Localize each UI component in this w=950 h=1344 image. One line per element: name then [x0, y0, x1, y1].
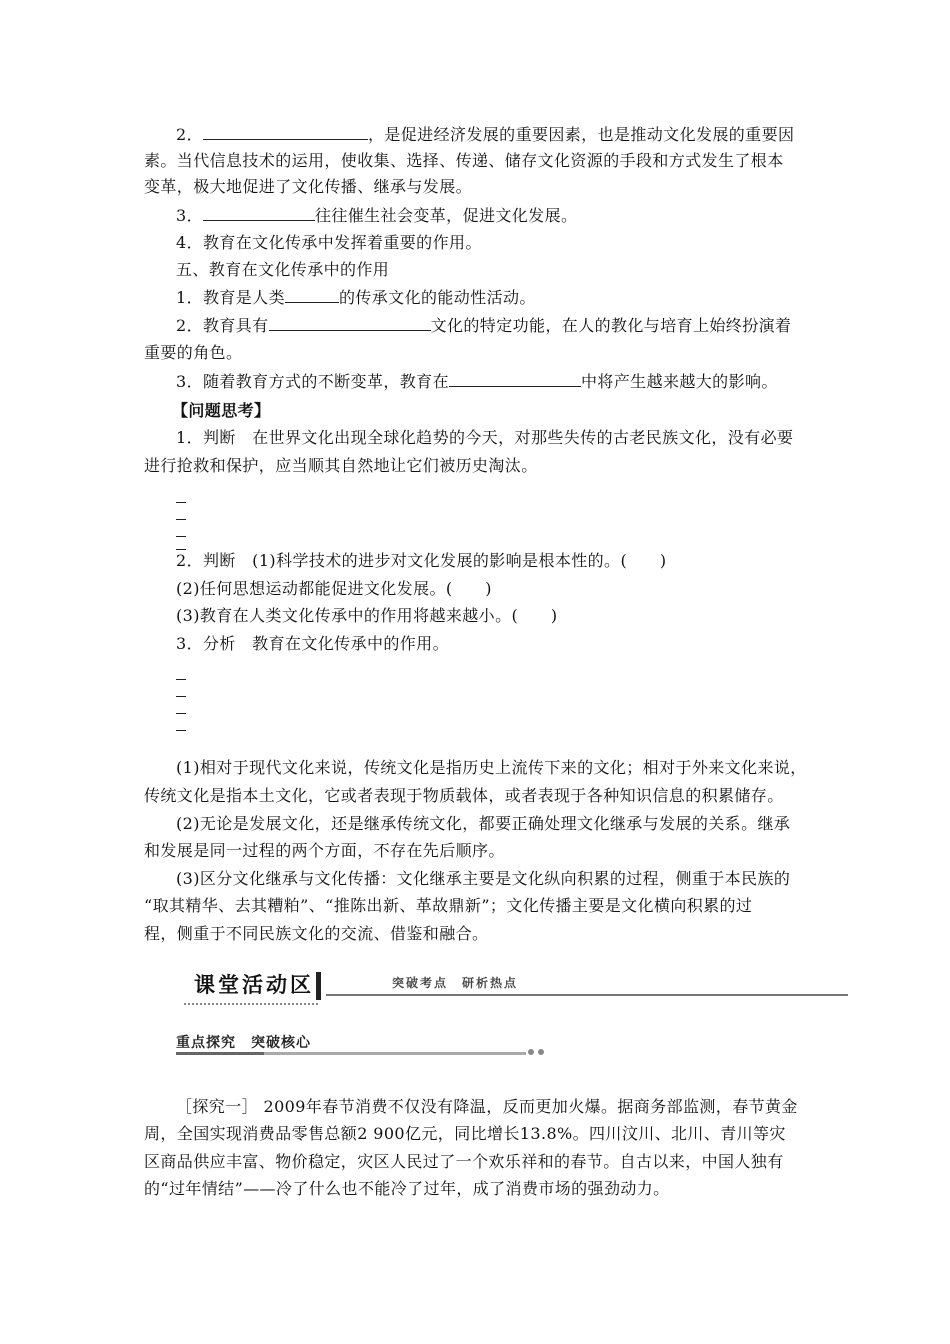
banner-divider [316, 972, 321, 1000]
note-3-line1: (3)区分文化继承与文化传播：文化继承主要是文化纵向积累的过程，侧重于本民族的 [176, 869, 791, 888]
answer-line[interactable] [176, 519, 186, 520]
note-3-line3: 程，侧重于不同民族文化的交流、借鉴和融合。 [144, 924, 489, 943]
note-2-line2: 和发展是同一过程的两个方面，不存在先后顺序。 [144, 841, 505, 860]
section-banner [176, 970, 848, 1010]
question-2-line2: (2)任何思想运动都能促进文化发展。( ) [176, 579, 492, 598]
item-4-3 [176, 205, 816, 227]
sub-banner-rule-accent [176, 1052, 264, 1055]
banner-rule [326, 994, 848, 996]
fill-blank[interactable] [285, 287, 339, 303]
item-text: 的传承文化的能动性活动。 [338, 288, 536, 307]
item-text: 文化的特定功能，在人的教化与培育上始终扮演着 [430, 316, 792, 335]
section-five-heading: 五、教育在文化传承中的作用 [176, 260, 390, 279]
item-text: 2．教育具有 [176, 316, 269, 335]
item-text: 3．随着教育方式的不断变革，教育在 [176, 372, 449, 391]
inquiry-line2: 周，全国实现消费品零售总额2 900亿元，同比增长13.8%。四川汶川、北川、青川等灾 [144, 1124, 786, 1143]
fill-blank[interactable] [269, 315, 431, 331]
note-1-line1: (1)相对于现代文化来说，传统文化是指历史上流传下来的文化；相对于外来文化来说， [176, 758, 807, 777]
item-4-4: 4．教育在文化传承中发挥着重要的作用。 [176, 233, 482, 252]
question-2-line3: (3)教育在人类文化传承中的作用将越来越小。( ) [176, 606, 558, 625]
dot-icon [538, 1049, 544, 1055]
item-number: 2． [176, 125, 203, 144]
fill-blank[interactable] [203, 124, 368, 140]
item-5-1 [176, 287, 816, 309]
item-4-2-line1 [176, 124, 816, 146]
sub-banner [176, 1032, 576, 1062]
answer-line[interactable] [176, 713, 186, 714]
answer-line[interactable] [176, 696, 186, 697]
inquiry-line3: 区商品供应丰富、物价稳定，灾区人民过了一个欢乐祥和的春节。自古以来，中国人独有 [144, 1152, 784, 1171]
item-5-3 [176, 371, 816, 393]
answer-line[interactable] [176, 502, 186, 503]
item-4-2-line2: 素。当代信息技术的运用，使收集、选择、传递、储存文化资源的手段和方式发生了根本 [144, 151, 784, 170]
note-2-line1: (2)无论是发展文化，还是继承传统文化，都要正确处理文化继承与发展的关系。继承 [176, 814, 791, 833]
item-text: 往往催生社会变革，促进文化发展。 [314, 206, 578, 225]
note-3-line2: “取其精华、去其糟粕”、“推陈出新、革故鼎新”；文化传播主要是文化横向积累的过 [144, 896, 753, 915]
banner-subtitle: 突破考点 研析热点 [392, 976, 519, 990]
question-1-line1: 1．判断 在世界文化出现全球化趋势的今天，对那些失传的古老民族文化，没有必要 [176, 428, 794, 447]
question-2-line1: 2．判断 (1)科学技术的进步对文化发展的影响是根本性的。( ) [176, 551, 667, 570]
fill-blank[interactable] [203, 205, 315, 221]
item-text: ，是促进经济发展的重要因素，也是推动文化发展的重要因 [367, 125, 795, 144]
questions-heading: 【问题思考】 [172, 401, 271, 420]
item-number: 3． [176, 206, 203, 225]
answer-line[interactable] [176, 679, 186, 680]
inquiry-line4: 的“过年情结”——冷了什么也不能冷了过年，成了消费市场的强劲动力。 [144, 1179, 670, 1198]
sub-banner-title: 重点探究 突破核心 [176, 1035, 311, 1051]
item-4-2-line3: 变革，极大地促进了文化传播、继承与发展。 [144, 177, 473, 196]
item-text: 1．教育是人类 [176, 288, 285, 307]
item-5-2-line1 [176, 315, 816, 337]
question-1-line2: 进行抢救和保护，应当顺其自然地让它们被历史淘汰。 [144, 456, 538, 475]
banner-dotted-rule [184, 1003, 318, 1005]
note-1-line2: 传统文化是指本土文化，它或者表现于物质载体，或者表现于各种知识信息的积累储存。 [144, 786, 784, 805]
answer-line[interactable] [176, 536, 186, 537]
fill-blank[interactable] [449, 371, 581, 387]
question-3: 3．分析 教育在文化传承中的作用。 [176, 634, 449, 653]
banner-title: 课堂活动区 [194, 973, 314, 997]
item-5-2-line2: 重要的角色。 [144, 343, 243, 362]
answer-line[interactable] [176, 730, 186, 731]
inquiry-line1: ［探究一］ 2009年春节消费不仅没有降温，反而更加火爆。据商务部监测，春节黄金 [176, 1097, 798, 1116]
dot-icon [528, 1049, 534, 1055]
item-text: 中将产生越来越大的影响。 [580, 372, 778, 391]
